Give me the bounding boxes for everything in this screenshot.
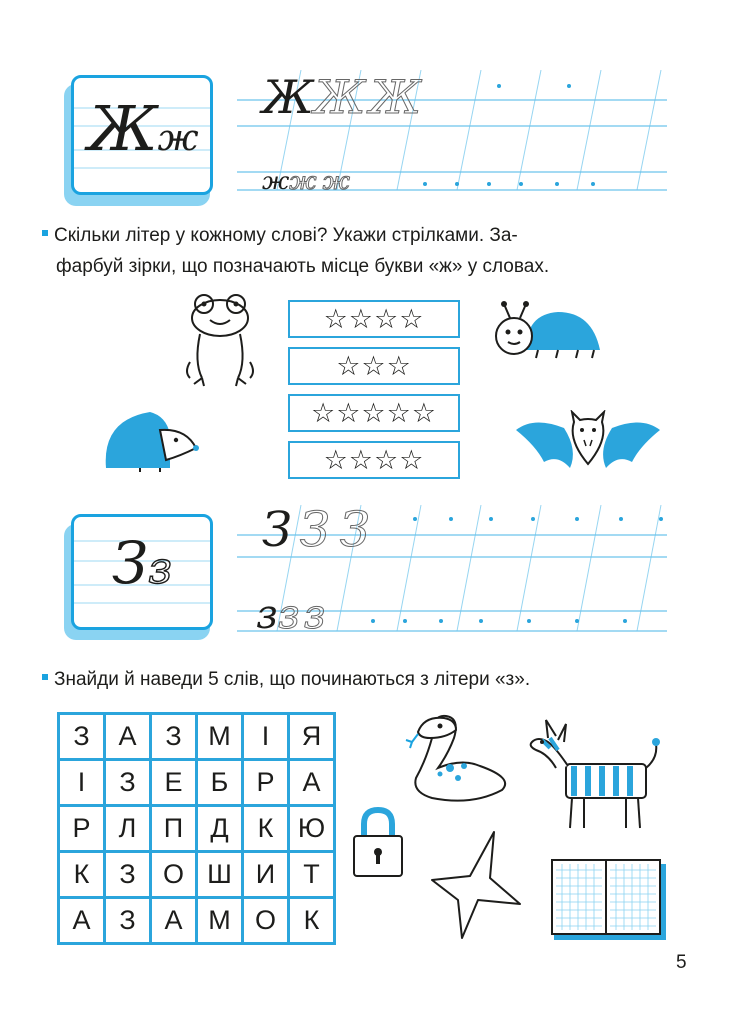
writing-line-2-z [256, 592, 329, 638]
grid-cell[interactable]: М [198, 715, 241, 758]
grid-cell[interactable]: І [244, 715, 287, 758]
letter-grid [57, 712, 336, 945]
card-letter-lower: ж [157, 118, 199, 159]
grid-cell[interactable]: А [152, 899, 195, 942]
grid-cell[interactable]: А [290, 761, 333, 804]
notebook-picture [548, 856, 668, 944]
grid-cell[interactable]: И [244, 853, 287, 896]
grid-cell[interactable]: А [60, 899, 103, 942]
traced-letters[interactable]: зз [277, 592, 330, 638]
card-letter-upper: Ж [88, 92, 158, 165]
task1-line1: Скільки літер у кожному слові? Укажи стрілками. За- [54, 225, 518, 246]
task2-text: Знайди й наведи 5 слів, що починаються з літери «з». [54, 669, 531, 690]
grid-cell[interactable]: А [106, 715, 149, 758]
grid-cell[interactable]: Ш [198, 853, 241, 896]
star-picture [428, 828, 524, 940]
grid-cell[interactable]: М [198, 899, 241, 942]
letter-card-z [71, 514, 213, 630]
star-box-3[interactable]: ☆☆☆☆☆ [288, 394, 460, 432]
grid-cell[interactable]: Д [198, 807, 241, 850]
beetle-picture [486, 296, 606, 366]
traced-letters[interactable]: жж [289, 167, 356, 195]
grid-cell[interactable]: З [106, 761, 149, 804]
star-box-4[interactable]: ☆☆☆☆ [288, 441, 460, 479]
lock-picture [352, 806, 404, 878]
bat-picture [514, 410, 662, 480]
grid-cell[interactable]: З [60, 715, 103, 758]
page-number: 5 [676, 952, 687, 973]
grid-cell[interactable]: Т [290, 853, 333, 896]
card-letter-lower: з [148, 543, 173, 594]
solid-letter: ж [262, 167, 290, 195]
traced-letters[interactable]: ЖЖ [313, 70, 426, 124]
star-box-1[interactable]: ☆☆☆☆ [288, 300, 460, 338]
task2-instructions [42, 664, 702, 695]
grid-cell[interactable]: О [244, 899, 287, 942]
grid-cell[interactable]: Р [244, 761, 287, 804]
solid-letter: З [262, 502, 292, 558]
grid-cell[interactable]: Ю [290, 807, 333, 850]
solid-letter: Ж [262, 70, 314, 124]
traced-letters[interactable]: ЗЗ [299, 502, 380, 558]
grid-cell[interactable]: З [106, 853, 149, 896]
card-letter-z [112, 529, 172, 597]
writing-line-1-zh [262, 70, 425, 124]
grid-cell[interactable]: П [152, 807, 195, 850]
grid-cell[interactable]: К [290, 899, 333, 942]
grid-cell[interactable]: І [60, 761, 103, 804]
grid-cell[interactable]: Л [106, 807, 149, 850]
grid-cell[interactable]: Б [198, 761, 241, 804]
bullet [42, 230, 48, 236]
star-box-2[interactable]: ☆☆☆ [288, 347, 460, 385]
task1-line2: фарбуй зірки, що позначають місце букви «ж» у словах. [56, 256, 550, 277]
writing-line-2-zh [262, 167, 356, 195]
task1-instructions [42, 220, 702, 282]
letter-card-zh [71, 75, 213, 195]
grid-cell[interactable]: К [60, 853, 103, 896]
card-letter-upper: З [112, 529, 149, 597]
card-letter-zh [88, 92, 199, 165]
bullet [42, 674, 48, 680]
grid-cell[interactable]: Я [290, 715, 333, 758]
grid-cell[interactable]: О [152, 853, 195, 896]
writing-line-1-z [262, 502, 380, 558]
grid-cell[interactable]: З [106, 899, 149, 942]
zebra-picture [526, 708, 666, 832]
grid-cell[interactable]: Е [152, 761, 195, 804]
frog-picture [180, 292, 260, 392]
grid-cell[interactable]: К [244, 807, 287, 850]
grid-cell[interactable]: З [152, 715, 195, 758]
hedgehog-picture [100, 406, 200, 476]
grid-cell[interactable]: Р [60, 807, 103, 850]
snake-picture [402, 708, 522, 808]
solid-letter: з [256, 592, 278, 638]
